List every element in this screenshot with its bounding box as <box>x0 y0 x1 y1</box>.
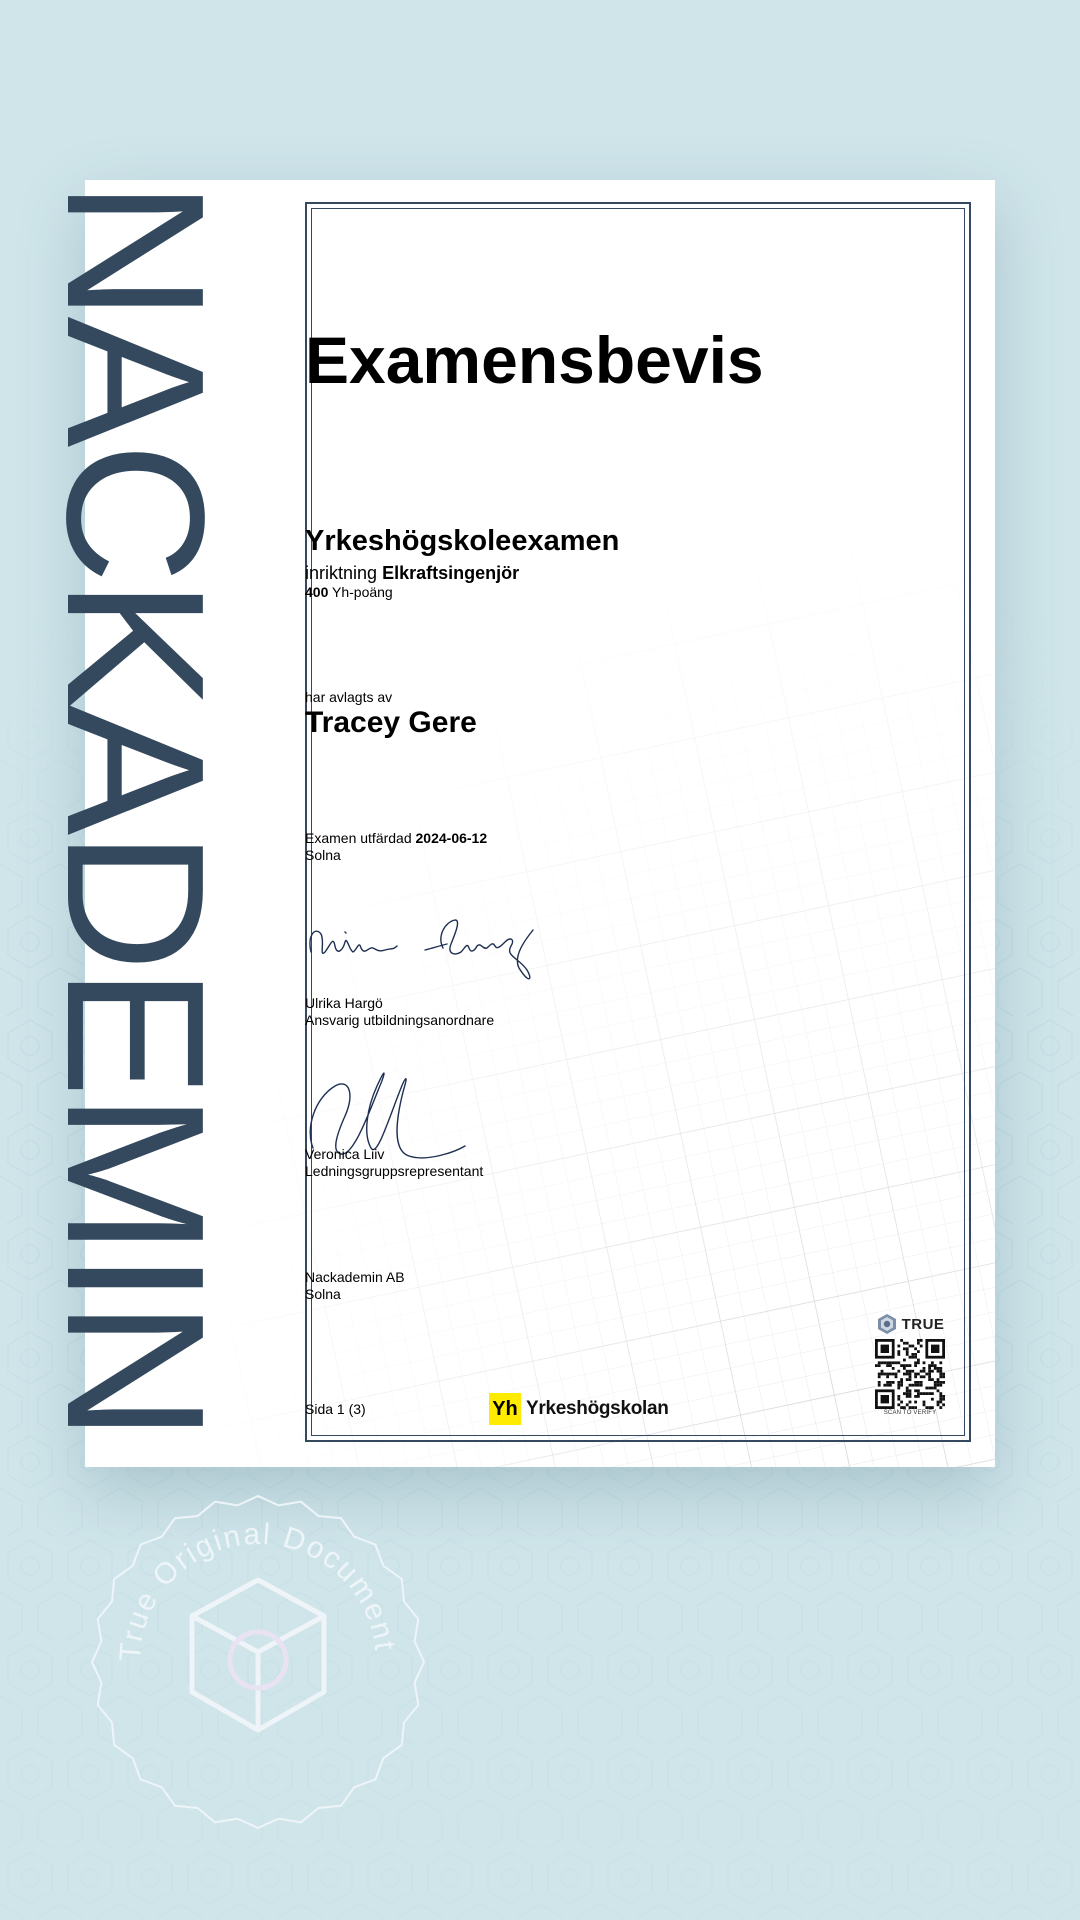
certificate-page <box>26 180 995 1467</box>
signatory-1-name: Ulrika Hargö <box>305 995 383 1011</box>
verification-block[interactable] <box>870 1313 950 1416</box>
issue-date-prefix: Examen utfärdad <box>305 830 412 846</box>
direction-prefix: inriktning <box>305 563 378 583</box>
certificate-title: Examensbevis <box>305 323 764 397</box>
issue-date: 2024-06-12 <box>415 830 488 846</box>
issue-date-line <box>305 830 487 847</box>
page-number: Sida 1 (3) <box>305 1401 366 1417</box>
true-brand-text: TRUE <box>901 1315 945 1333</box>
degree-direction: Elkraftsingenjör <box>382 563 520 583</box>
points-unit: Yh-poäng <box>332 584 393 600</box>
signatory-2-role: Ledningsgruppsrepresentant <box>305 1163 484 1179</box>
true-original-document-seal <box>88 1492 428 1832</box>
issue-place: Solna <box>305 847 341 863</box>
points-value: 400 <box>305 584 329 600</box>
organization-city: Solna <box>305 1286 341 1302</box>
true-brand <box>870 1313 950 1335</box>
degree-direction-line <box>305 563 519 584</box>
yh-logo-text: Yrkeshögskolan <box>526 1398 669 1419</box>
degree-name: Yrkeshögskoleexamen <box>305 525 620 557</box>
true-logo-icon <box>876 1313 898 1335</box>
cube-icon <box>192 1580 324 1730</box>
nackademin-vertical-wordmark: NACKADEMIN <box>26 180 245 1437</box>
yh-badge: Yh <box>489 1393 521 1425</box>
yrkeshogskolan-logo <box>489 1392 669 1426</box>
seal-text: True Original Document <box>113 1517 402 1663</box>
holder-intro: har avlagts av <box>305 689 393 705</box>
qr-code[interactable] <box>875 1339 945 1409</box>
scan-to-verify-label: SCAN TO VERIFY <box>883 1410 937 1416</box>
signature-ulrika-hargo <box>305 900 580 990</box>
signatory-1-role: Ansvarig utbildningsanordnare <box>305 1012 495 1028</box>
degree-points-line <box>305 584 393 600</box>
holder-name: Tracey Gere <box>305 706 477 739</box>
organization-name: Nackademin AB <box>305 1269 405 1285</box>
signatory-2-name: Veronica Liiv <box>305 1146 385 1162</box>
